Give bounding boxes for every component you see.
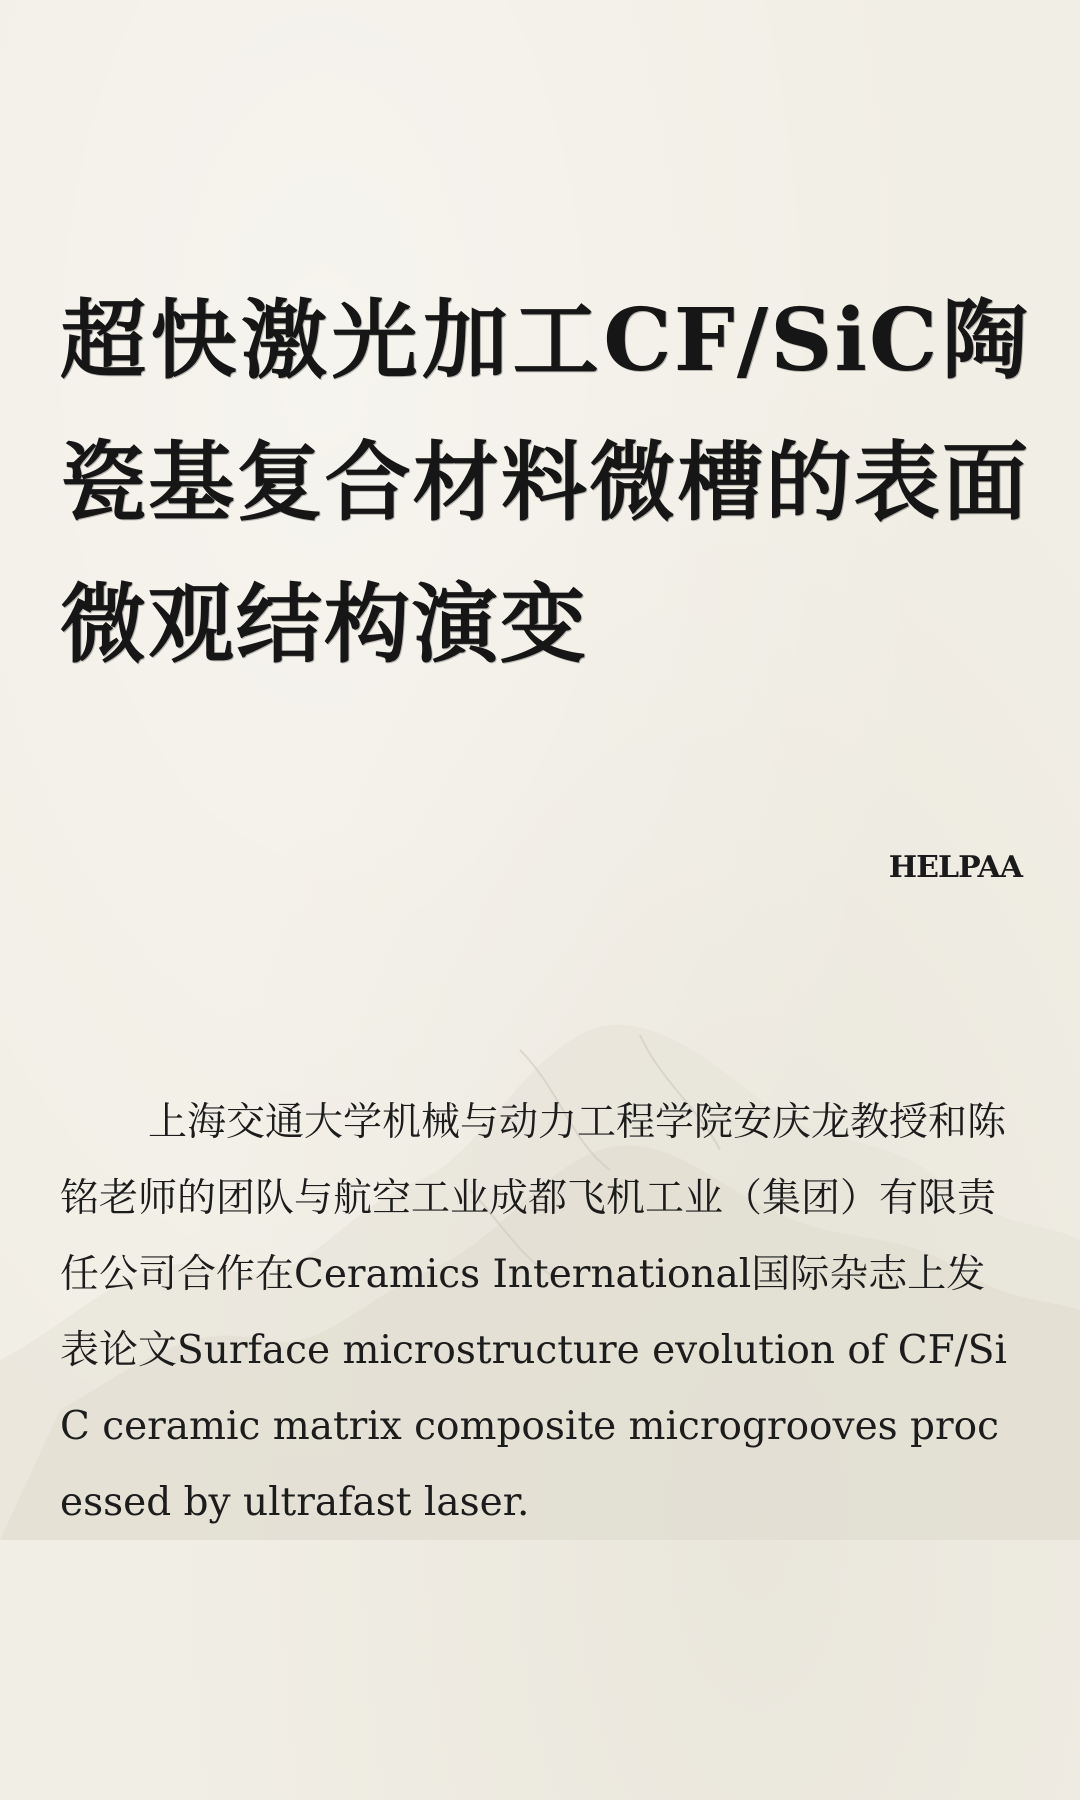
article-title: 超快激光加工CF/SiC陶瓷基复合材料微槽的表面微观结构演变	[60, 290, 1030, 675]
author-name: HELPAA	[888, 850, 1022, 885]
article-body: 上海交通大学机械与动力工程学院安庆龙教授和陈铭老师的团队与航空工业成都飞机工业（集团）有限责任公司合作在Ceramics International国际杂志上发表论文Surface microstructure evolution of CF/SiC ceramic matrix composite microgrooves processed by ultrafast laser.	[60, 1100, 1007, 1525]
